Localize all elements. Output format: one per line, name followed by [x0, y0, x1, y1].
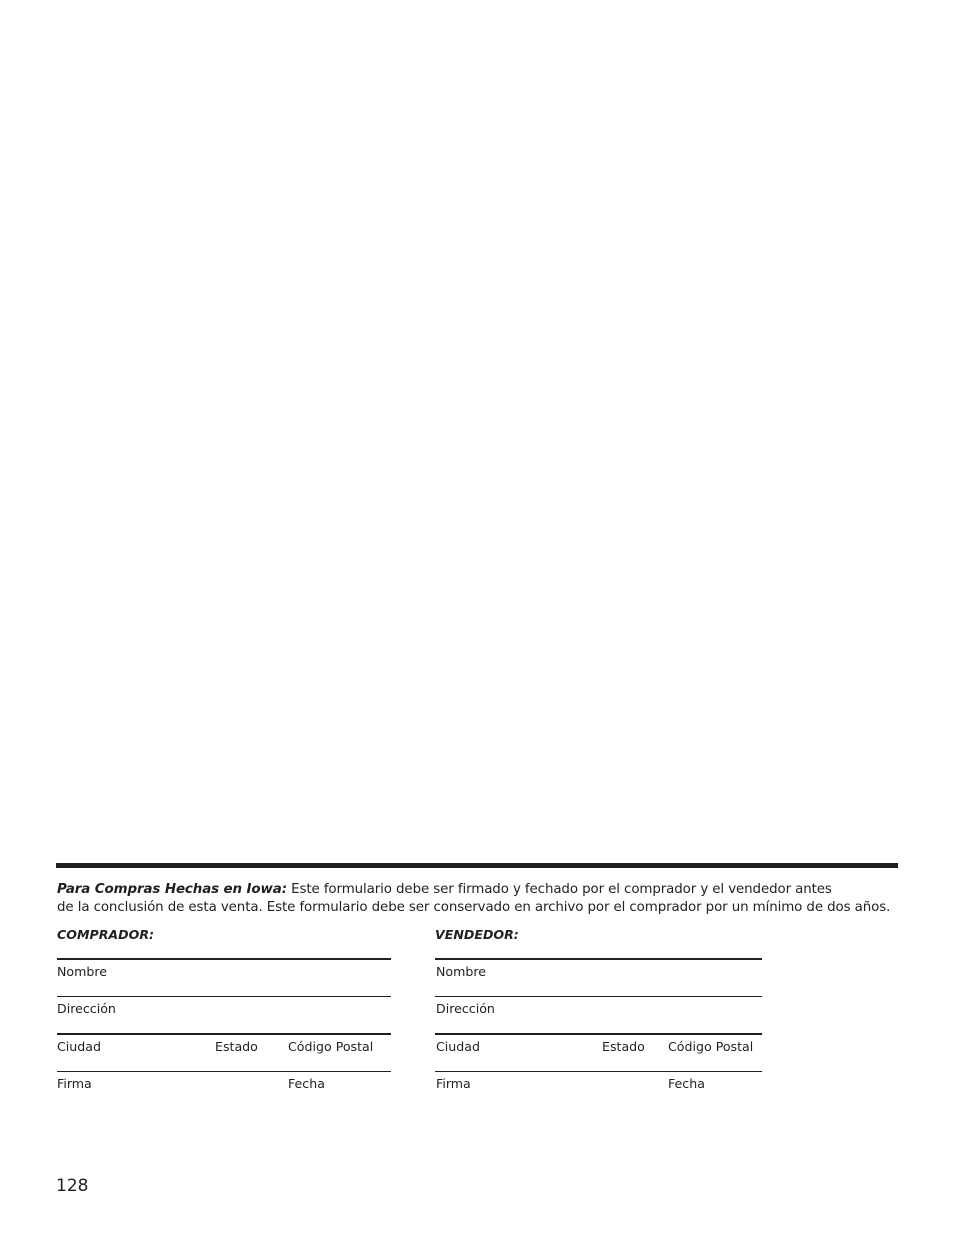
buyer-city-label: Ciudad: [57, 1039, 101, 1054]
iowa-notice: [57, 881, 917, 917]
seller-date-label: Fecha: [668, 1076, 705, 1091]
buyer-signature-label: Firma: [57, 1076, 92, 1091]
buyer-signature-row[interactable]: [57, 1071, 391, 1108]
buyer-heading: COMPRADOR:: [57, 927, 155, 942]
seller-city-label: Ciudad: [436, 1039, 480, 1054]
seller-address-field[interactable]: [435, 996, 762, 1033]
seller-name-label: Nombre: [436, 964, 487, 979]
notice-text-1: Este formulario debe ser firmado y fechado por el comprador y el vendedor antes: [286, 882, 832, 897]
buyer-city-row[interactable]: [57, 1033, 391, 1071]
buyer-name-label: Nombre: [57, 964, 108, 979]
seller-form: [435, 926, 762, 1108]
buyer-address-label: Dirección: [57, 1001, 116, 1016]
seller-name-field[interactable]: [435, 958, 762, 996]
buyer-date-label: Fecha: [288, 1076, 325, 1091]
section-rule: [56, 863, 898, 868]
seller-signature-row[interactable]: [435, 1071, 762, 1108]
seller-signature-label: Firma: [436, 1076, 471, 1091]
buyer-state-label: Estado: [215, 1039, 258, 1054]
buyer-form: [57, 926, 391, 1108]
buyer-name-field[interactable]: [57, 958, 391, 996]
seller-address-label: Dirección: [436, 1001, 495, 1016]
seller-state-label: Estado: [602, 1039, 645, 1054]
notice-line-1: [57, 881, 917, 899]
buyer-address-field[interactable]: [57, 996, 391, 1033]
seller-city-row[interactable]: [435, 1033, 762, 1071]
buyer-zip-label: Código Postal: [288, 1039, 374, 1054]
notice-text-2: de la conclusión de esta venta. Este formulario debe ser conservado en archivo por el comprador por un mínimo de dos años.: [57, 900, 891, 915]
page-number: 128: [56, 1176, 89, 1196]
notice-lead: Para Compras Hechas en Iowa:: [57, 882, 287, 897]
seller-zip-label: Código Postal: [668, 1039, 754, 1054]
seller-heading: VENDEDOR:: [435, 927, 519, 942]
